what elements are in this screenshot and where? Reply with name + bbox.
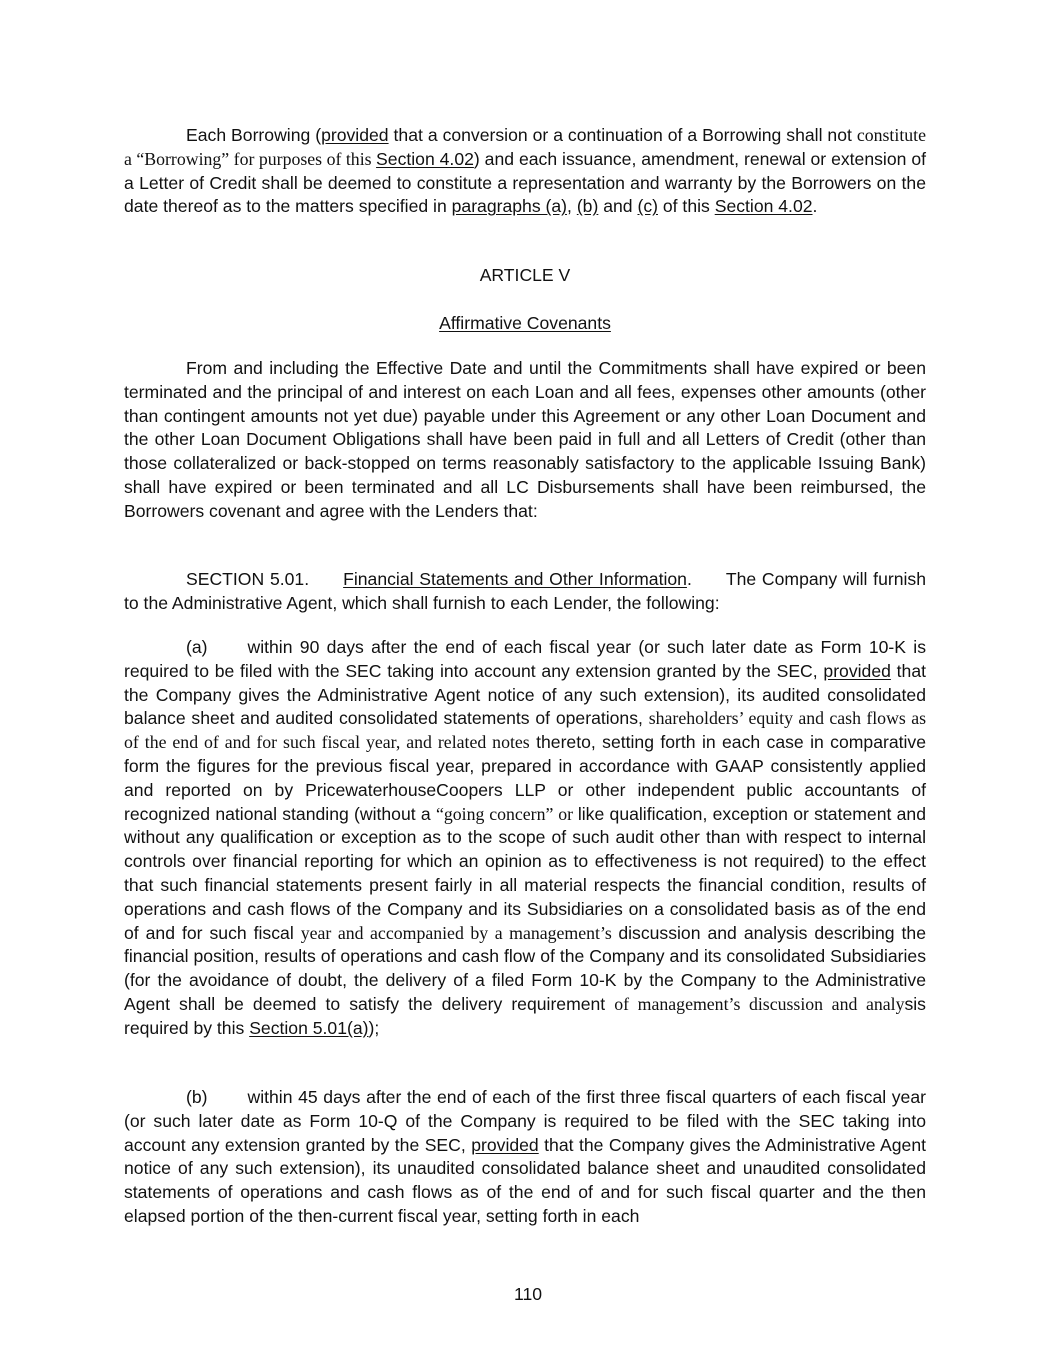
text-run: of management’s discussion and analy [614, 993, 905, 1014]
text-run: Each Borrowing ( [186, 125, 322, 145]
text-run: . [686, 569, 692, 589]
paragraph-reference: (c) [637, 196, 658, 217]
text-run: “going concern” or [435, 803, 578, 824]
article-subtitle [124, 312, 926, 336]
text-run: within 90 days after the end of each fiscal year (or such later date as Form 10-K is required to be filed with the SEC taking into account any extension granted by the SEC, [124, 637, 926, 681]
text-run: shareholders’ equity and cash flows as of the end of and for such fiscal year, and related notes [124, 708, 927, 753]
clause-b [124, 1086, 926, 1229]
underlined-term: provided [321, 125, 389, 145]
underlined-term: provided [471, 1134, 539, 1155]
underlined-term: provided [823, 660, 891, 681]
section-reference: Section 4.02 [376, 148, 474, 169]
paragraph-borrowing [124, 124, 926, 219]
text-run: discussion and analysis describing the financial position, results of operations and cash flow of the Company and its consolidated Subsidiaries (for the avoidance of doubt, the delivery of a filed Form 10-K by the Company to the Administrative Agent shall be deemed to satisfy the delivery requirement [124, 922, 926, 1014]
paragraph-reference: paragraphs (a) [451, 196, 568, 217]
text-run: and [598, 196, 638, 217]
article-title: ARTICLE V [479, 265, 571, 285]
article-subtitle-text: Affirmative Covenants [439, 313, 611, 333]
clause-label: (b) [186, 1087, 208, 1107]
clause-label: (a) [186, 637, 208, 657]
section-text: The Company will furnish to the Administrative Agent, which shall furnish to each Lender, the following: [124, 569, 926, 613]
text-run: of this [657, 196, 715, 217]
text-run: . [812, 196, 818, 217]
clause-a [124, 636, 926, 1041]
text-run: , [567, 196, 577, 217]
paragraph-reference: (b) [576, 196, 599, 217]
text-run: ) and each issuance, amendment, renewal or extension of a Letter of Credit shall be deemed to constitute a representation and warranty by the Borrowers on the date thereof as to the matters specified in [124, 148, 926, 217]
text-run: that a conversion or a continuation of a Borrowing shall not [388, 125, 857, 145]
section-heading: Financial Statements and Other Information [343, 569, 687, 589]
page-number: 110 [513, 1284, 543, 1304]
text-run: thereto, setting forth in each case in comparative form the figures for the previous fiscal year, prepared in accordance with GAAP consistently applied and reported on by PricewaterhouseCoopers LLP or other independent public accountants of recognized national standing (without a [124, 732, 926, 824]
paragraph-covenants-intro: From and including the Effective Date and until the Commitments shall have expired or been terminated and the principal of and interest on each Loan and all fees, expenses other amounts (other than contingent amounts not yet due) payable under this Agreement or any other Loan Document and the other Loan Document Obligations shall have been paid in full and all Letters of Credit (other than those collateralized or back-stopped on terms reasonably satisfactory to the applicable Issuing Bank) shall have expired or been terminated and all LC Disbursements shall have been reimbursed, the Borrowers covenant and agree with the Lenders that: [124, 358, 926, 521]
section-reference: Section 5.01(a) [249, 1017, 369, 1038]
text-run: like qualification, exception or statement and without any qualification or exception as to the scope of such audit other than with respect to internal controls over financial reporting for which an opinion as to effectiveness is not required) to the effect that such financial statements present fairly in all material respects the financial condition, results of operations and cash flows of the Company and its Subsidiaries on a consolidated basis as of the end of and for such fiscal [124, 803, 927, 943]
text-run: sis required by this [124, 993, 926, 1038]
section-reference: Section 4.02 [714, 196, 813, 217]
text-run: ); [368, 1017, 380, 1038]
section-number: SECTION 5.01. [186, 569, 310, 589]
text-run: year and accompanied by a management’s [300, 922, 619, 943]
text-run: constitute a “Borrowing” for purposes of this [124, 125, 926, 169]
text-run: that the Company gives the Administrative Agent notice of any such extension), its unaudited consolidated balance sheet and unaudited consolidated statements of operations and cash flows as of the end of and for such fiscal quarter and the then elapsed portion of the then-current fiscal year, setting forth in each [124, 1134, 927, 1226]
section-5-01 [124, 568, 926, 616]
text-run: that the Company gives the Administrative Agent notice of any such extension), its audited consolidated balance sheet and audited consolidated statements of operations, [124, 660, 927, 729]
text-run: within 45 days after the end of each of the first three fiscal quarters of each fiscal year (or such later date as Form 10-Q of the Company is required to be filed with the SEC taking into account any extension granted by the SEC, [124, 1087, 926, 1155]
